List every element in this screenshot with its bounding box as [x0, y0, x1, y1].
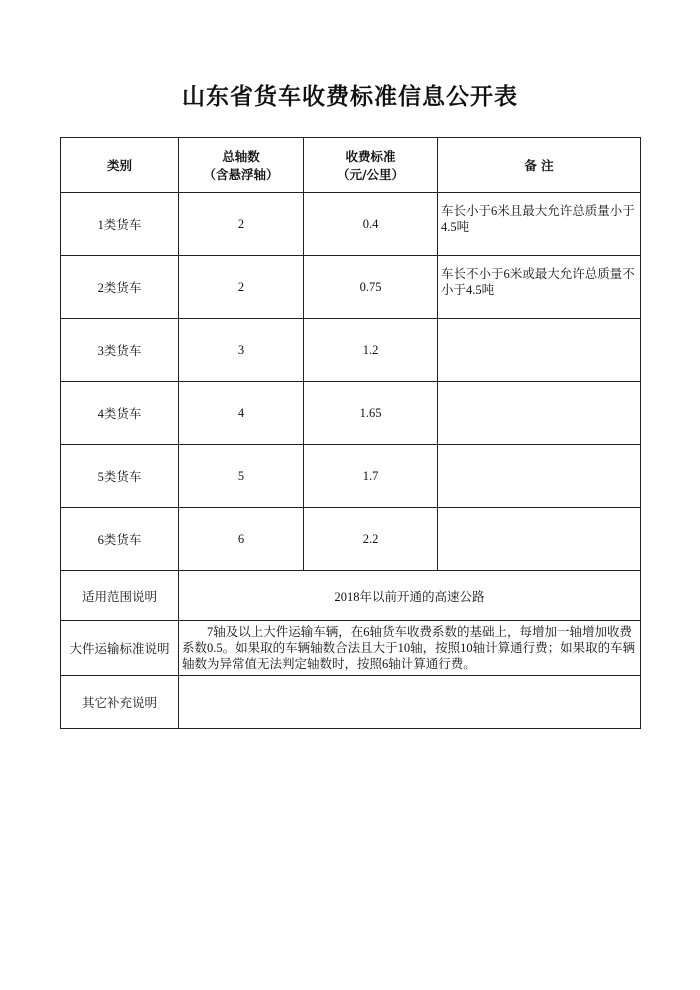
- cell-note: [438, 445, 641, 508]
- table-row: [61, 319, 641, 382]
- scope-label: 适用范围说明: [61, 571, 179, 621]
- cell-rate: 1.2: [304, 319, 438, 382]
- large-transport-row: [61, 621, 641, 676]
- cell-note: [438, 508, 641, 571]
- table-row: [61, 445, 641, 508]
- cell-rate: 0.75: [304, 256, 438, 319]
- cell-note: 车长小于6米且最大允许总质量小于4.5吨: [438, 193, 641, 256]
- cell-note: [438, 382, 641, 445]
- cell-category: 6类货车: [61, 508, 179, 571]
- other-value: [179, 676, 641, 729]
- header-axles-line1: 总轴数: [222, 149, 260, 164]
- cell-axles: 2: [179, 256, 304, 319]
- header-category: 类别: [61, 138, 179, 193]
- cell-axles: 5: [179, 445, 304, 508]
- toll-table: [60, 137, 641, 729]
- cell-rate: 1.65: [304, 382, 438, 445]
- table-row: [61, 256, 641, 319]
- cell-axles: 6: [179, 508, 304, 571]
- header-rate-line1: 收费标准: [345, 149, 396, 164]
- cell-axles: 4: [179, 382, 304, 445]
- cell-rate: 1.7: [304, 445, 438, 508]
- cell-category: 5类货车: [61, 445, 179, 508]
- cell-category: 3类货车: [61, 319, 179, 382]
- cell-rate: 0.4: [304, 193, 438, 256]
- large-transport-label: 大件运输标准说明: [61, 621, 179, 676]
- scope-row: [61, 571, 641, 621]
- other-row: [61, 676, 641, 729]
- header-note: 备 注: [438, 138, 641, 193]
- cell-category: 2类货车: [61, 256, 179, 319]
- scope-value: 2018年以前开通的高速公路: [179, 571, 641, 621]
- cell-category: 1类货车: [61, 193, 179, 256]
- cell-axles: 2: [179, 193, 304, 256]
- header-axles-line2: （含悬浮轴）: [203, 167, 279, 182]
- cell-rate: 2.2: [304, 508, 438, 571]
- table-row: [61, 382, 641, 445]
- table-row: [61, 193, 641, 256]
- header-rate: [304, 138, 438, 193]
- header-rate-line2: （元/公里）: [336, 167, 405, 182]
- cell-note: 车长不小于6米或最大允许总质量不小于4.5吨: [438, 256, 641, 319]
- other-label: 其它补充说明: [61, 676, 179, 729]
- header-row: [61, 138, 641, 193]
- header-axles: [179, 138, 304, 193]
- cell-category: 4类货车: [61, 382, 179, 445]
- page-title: 山东省货车收费标准信息公开表: [182, 84, 518, 109]
- table-row: [61, 508, 641, 571]
- large-transport-value: 7轴及以上大件运输车辆，在6轴货车收费系数的基础上，每增加一轴增加收费系数0.5。如果取的车辆轴数合法且大于10轴，按照10轴计算通行费；如果取的车辆轴数为异常值无法判定轴数时，按照6轴计算通行费。: [179, 621, 641, 676]
- cell-note: [438, 319, 641, 382]
- cell-axles: 3: [179, 319, 304, 382]
